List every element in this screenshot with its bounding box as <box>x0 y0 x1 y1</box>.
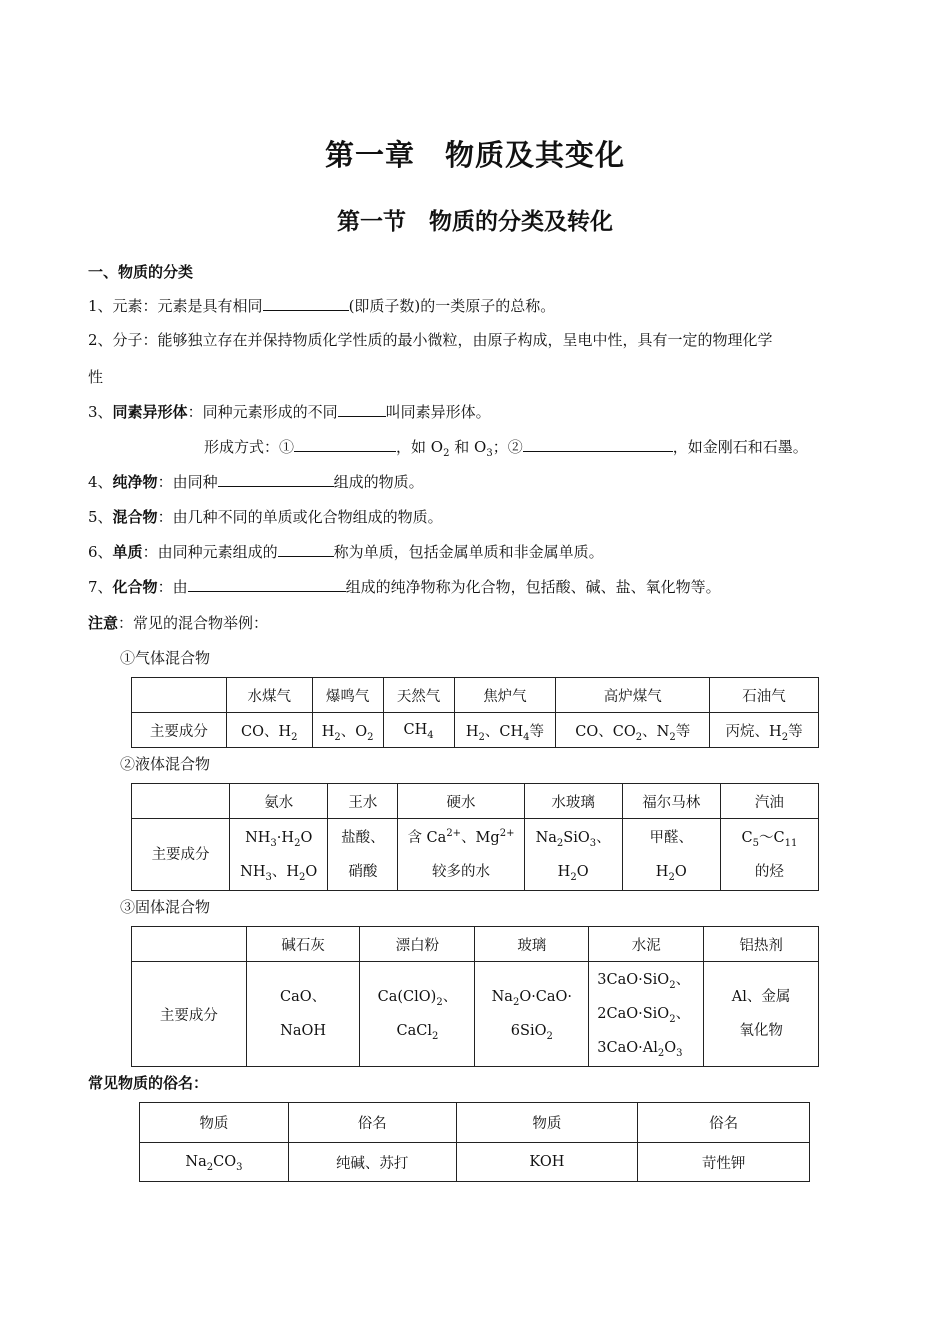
table-cell: 主要成分 <box>132 819 230 891</box>
table-cell: 盐酸、 硝酸 <box>328 819 398 891</box>
table-row <box>132 962 819 1067</box>
table-cell: 俗名 <box>288 1103 456 1143</box>
table-cell: 汽油 <box>720 784 818 819</box>
item-5: 5、混合物：由几种不同的单质或化合物组成的物质。 <box>88 508 443 526</box>
table-cell: 铝热剂 <box>704 927 819 962</box>
item-3-form: 形成方式：① ，如 $O_2$ 和 $O_3$；② ，如金刚石和石墨。 <box>204 438 808 459</box>
chapter-title: 第一章 物质及其变化 <box>324 138 625 172</box>
solid-caption: ③固体混合物 <box>120 898 211 916</box>
table-cell: 含 $Ca^{2+}$、$Mg^{2+}$ 较多的水 <box>398 819 524 891</box>
table-cell: $H_2$、$CH_4$等 <box>454 713 556 748</box>
table-cell: $Na_2O\cdot CaO\cdot$ 6SiO$_2$ <box>475 962 589 1067</box>
item-6: 6、单质：由同种元素组成的 称为单质，包括金属单质和非金属单质。 <box>88 543 604 561</box>
table-cell: 王水 <box>328 784 398 819</box>
fill-blank[interactable] <box>338 402 386 417</box>
table-cell: 丙烷、$H_2$等 <box>710 713 819 748</box>
table-cell: 焦炉气 <box>454 678 556 713</box>
gas-caption: ①气体混合物 <box>120 649 211 667</box>
fill-blank[interactable] <box>278 542 334 557</box>
table-cell: 主要成分 <box>132 713 227 748</box>
gas-table <box>131 677 819 748</box>
table-cell: CO、$CO_2$、$N_2$等 <box>556 713 710 748</box>
table-row <box>140 1143 810 1182</box>
table-row <box>132 819 819 891</box>
table-cell: 硬水 <box>398 784 524 819</box>
table-cell: 水煤气 <box>226 678 312 713</box>
table-cell: 苛性钾 <box>638 1143 810 1182</box>
item-2-cont: 性 <box>88 368 104 386</box>
table-cell: 高炉煤气 <box>556 678 710 713</box>
table-cell: 碱石灰 <box>246 927 360 962</box>
table-cell: 物质 <box>456 1103 638 1143</box>
fill-blank[interactable] <box>218 472 334 487</box>
note: 注意：常见的混合物举例： <box>88 614 269 632</box>
names-table <box>139 1102 810 1182</box>
table-cell: $Na_2SiO_3$、 $H_2O$ <box>524 819 622 891</box>
item-3: 3、同素异形体：同种元素形成的不同 叫同素异形体。 <box>88 403 491 421</box>
section-title: 第一节 物质的分类及转化 <box>337 209 613 235</box>
table-cell: $Ca(ClO)_2$、 CaCl$_2$ <box>360 962 475 1067</box>
table-cell: 俗名 <box>638 1103 810 1143</box>
table-cell: 氨水 <box>230 784 328 819</box>
table-cell: 水泥 <box>589 927 704 962</box>
table-cell: 石油气 <box>710 678 819 713</box>
table-cell: 玻璃 <box>475 927 589 962</box>
liquid-caption: ②液体混合物 <box>120 755 211 773</box>
table-cell: 水玻璃 <box>524 784 622 819</box>
table-cell: 纯碱、苏打 <box>288 1143 456 1182</box>
fill-blank[interactable] <box>523 437 673 452</box>
table-cell: CaO、 NaOH <box>246 962 360 1067</box>
liquid-table <box>131 783 819 891</box>
names-heading: 常见物质的俗名： <box>88 1074 209 1092</box>
table-cell: 漂白粉 <box>360 927 475 962</box>
fill-blank[interactable] <box>263 296 349 311</box>
table-cell: 甲醛、 $H_2O$ <box>622 819 720 891</box>
table-cell: CO、$H_2$ <box>226 713 312 748</box>
table-cell: KOH <box>456 1143 638 1182</box>
table-cell: 3CaO·SiO$_2$、 2CaO·SiO$_2$、 $3CaO\cdot Al_2O_3$ <box>589 962 704 1067</box>
table-cell: $NH_3\cdot H_2O$ $NH_3$、$H_2O$ <box>230 819 328 891</box>
part-heading: 一、物质的分类 <box>88 263 194 281</box>
table-cell: 天然气 <box>383 678 454 713</box>
table-row <box>132 927 819 962</box>
fill-blank[interactable] <box>188 577 346 592</box>
item-4: 4、纯净物：由同种 组成的物质。 <box>88 473 424 491</box>
table-row <box>132 713 819 748</box>
table-cell: 爆鸣气 <box>312 678 383 713</box>
item-7: 7、化合物：由 组成的纯净物称为化合物，包括酸、碱、盐、氧化物等。 <box>88 578 721 596</box>
table-row <box>132 678 819 713</box>
table-cell: 福尔马林 <box>622 784 720 819</box>
table-row <box>132 784 819 819</box>
table-cell: 主要成分 <box>132 962 247 1067</box>
table-cell: $CH_4$ <box>383 713 454 748</box>
item-1: 1、元素：元素是具有相同 (即质子数)的一类原子的总称。 <box>88 297 556 315</box>
table-row <box>140 1103 810 1143</box>
table-cell: Al、金属 氧化物 <box>704 962 819 1067</box>
fill-blank[interactable] <box>294 437 396 452</box>
solid-table <box>131 926 819 1067</box>
table-cell: 物质 <box>140 1103 289 1143</box>
table-cell: $C_5\sim C_{11}$ 的烃 <box>720 819 818 891</box>
table-cell: $H_2$、$O_2$ <box>312 713 383 748</box>
table-cell: $Na_2CO_3$ <box>140 1143 289 1182</box>
item-2: 2、分子：能够独立存在并保持物质化学性质的最小微粒，由原子构成，呈电中性，具有一定的物理化学 <box>88 331 773 349</box>
